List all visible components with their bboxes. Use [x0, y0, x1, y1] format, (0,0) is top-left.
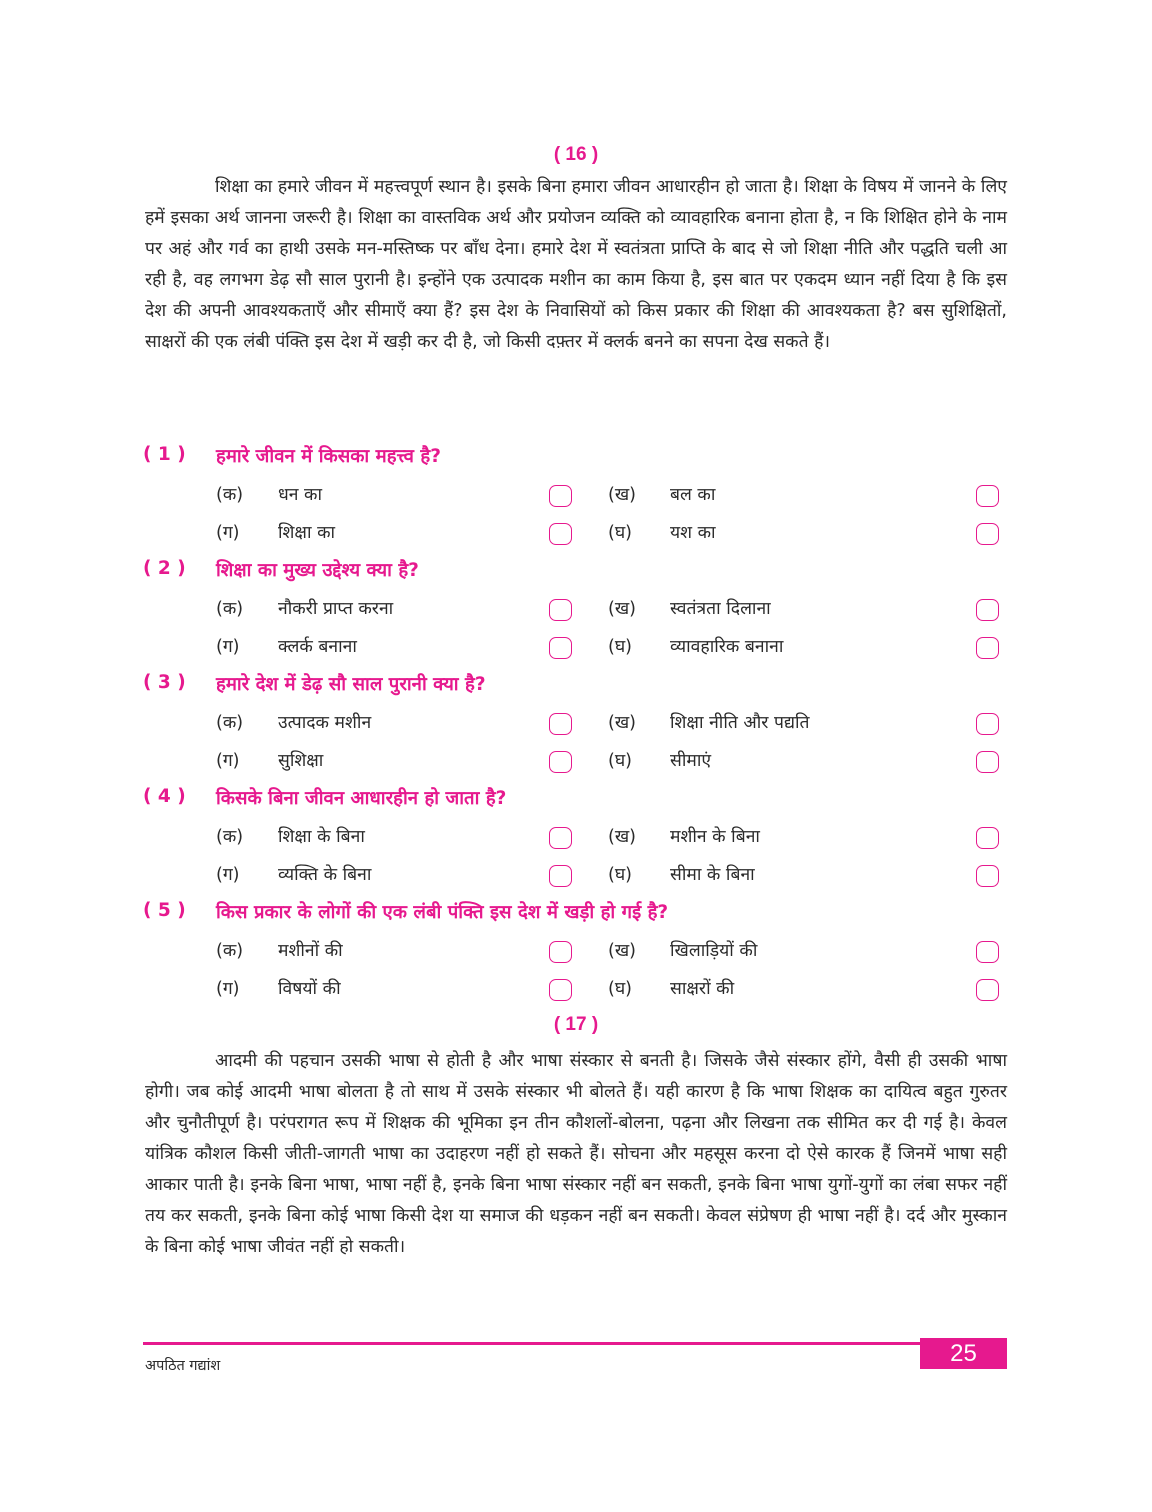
answer-checkbox[interactable]: [976, 865, 999, 887]
question-number: ( 5 ): [143, 900, 186, 921]
answer-checkbox[interactable]: [976, 941, 999, 963]
question-number: ( 4 ): [143, 786, 186, 807]
question-text: हमारे देश में डेढ़ सौ साल पुरानी क्या है?: [216, 674, 486, 695]
option-text: मशीनों की: [278, 941, 343, 961]
answer-checkbox[interactable]: [976, 485, 999, 507]
option-letter: (क): [216, 941, 244, 961]
option-text: शिक्षा का: [278, 523, 336, 543]
answer-checkbox[interactable]: [976, 713, 999, 735]
option-letter: (क): [216, 713, 244, 733]
option-letter: (क): [216, 485, 244, 505]
passage-16: शिक्षा का हमारे जीवन में महत्त्वपूर्ण स्थान है। इसके बिना हमारा जीवन आधारहीन हो जाता है। शिक्षा के विषय में जानने के लिए हमें इसका अर्थ जानना जरूरी है। शिक्षा का वास्तविक अर्थ और प्रयोजन व्यक्ति को व्यावहारिक बनाना होता है, न कि शिक्षित होने के नाम पर अहं और गर्व का हाथी उसके मन-मस्तिष्क पर बाँध देना। हमारे देश में स्वतंत्रता प्राप्ति के बाद से जो शिक्षा नीति और पद्धति चली आ रही है, वह लगभग डेढ़ सौ साल पुरानी है। इन्होंने एक उत्पादक मशीन का काम किया है, इस बात पर एकदम ध्यान नहीं दिया है कि इस देश की अपनी आवश्यकताएँ और सीमाएँ क्या हैं? इस देश के निवासियों को किस प्रकार की शिक्षा की आवश्यकता है? बस सुशिक्षितों, साक्षरों की एक लंबी पंक्ति इस देश में खड़ी कर दी है, जो किसी दफ़्तर में क्लर्क बनने का सपना देख सकते हैं।: [145, 177, 1007, 352]
option-letter: (ख): [608, 485, 636, 505]
page-number: 25: [920, 1338, 1007, 1369]
option-letter: (क): [216, 599, 244, 619]
option-text: शिक्षा नीति और पद्यति: [670, 713, 810, 733]
answer-checkbox[interactable]: [549, 713, 572, 735]
option-text: स्वतंत्रता दिलाना: [670, 599, 771, 619]
option-letter: (क): [216, 827, 244, 847]
option-letter: (ग): [216, 865, 240, 885]
option-text: यश का: [670, 523, 716, 543]
option-letter: (ग): [216, 751, 240, 771]
answer-checkbox[interactable]: [549, 979, 572, 1001]
option-text: शिक्षा के बिना: [278, 827, 365, 847]
option-text: मशीन के बिना: [670, 827, 760, 847]
answer-checkbox[interactable]: [976, 751, 999, 773]
option-text: खिलाड़ियों की: [670, 941, 758, 961]
option-text: धन का: [278, 485, 323, 505]
answer-checkbox[interactable]: [549, 751, 572, 773]
passage-17: आदमी की पहचान उसकी भाषा से होती है और भाषा संस्कार से बनती है। जिसके जैसे संस्कार होंगे, वैसी ही उसकी भाषा होगी। जब कोई आदमी भाषा बोलता है तो साथ में उसके संस्कार भी बोलते हैं। यही कारण है कि भाषा शिक्षक का दायित्व बहुत गुरुतर और चुनौतीपूर्ण है। परंपरागत रूप में शिक्षक की भूमिका इन तीन कौशलों-बोलना, पढ़ना और लिखना तक सीमित कर दी गई है। केवल यांत्रिक कौशल किसी जीती-जागती भाषा का उदाहरण नहीं हो सकते हैं। सोचना और महसूस करना दो ऐसे कारक हैं जिनमें भाषा सही आकार पाती है। इनके बिना भाषा, भाषा नहीं है, इनके बिना भाषा संस्कार नहीं बन सकती, इनके बिना भाषा युगों-युगों का लंबा सफर नहीं तय कर सकती, इनके बिना कोई भाषा किसी देश या समाज की धड़कन नहीं बन सकती। केवल संप्रेषण ही भाषा नहीं है। दर्द और मुस्कान के बिना कोई भाषा जीवंत नहीं हो सकती।: [145, 1051, 1007, 1257]
option-text: क्लर्क बनाना: [278, 637, 357, 657]
option-text: सीमा के बिना: [670, 865, 755, 885]
option-text: सीमाएं: [670, 751, 712, 771]
option-text: उत्पादक मशीन: [278, 713, 372, 733]
question-text: किस प्रकार के लोगों की एक लंबी पंक्ति इस देश में खड़ी हो गई है?: [216, 902, 669, 923]
answer-checkbox[interactable]: [976, 979, 999, 1001]
footer-title: अपठित गद्यांश: [145, 1358, 221, 1374]
answer-checkbox[interactable]: [976, 637, 999, 659]
option-letter: (ख): [608, 713, 636, 733]
option-text: साक्षरों की: [670, 979, 735, 999]
footer-divider: [143, 1342, 1007, 1345]
option-letter: (ख): [608, 599, 636, 619]
answer-checkbox[interactable]: [549, 599, 572, 621]
question-text: किसके बिना जीवन आधारहीन हो जाता है?: [216, 788, 507, 809]
question-number: ( 2 ): [143, 558, 186, 579]
answer-checkbox[interactable]: [549, 941, 572, 963]
answer-checkbox[interactable]: [976, 599, 999, 621]
question-text: हमारे जीवन में किसका महत्त्व है?: [216, 446, 441, 467]
question-text: शिक्षा का मुख्य उद्देश्य क्या है?: [216, 560, 419, 581]
option-text: नौकरी प्राप्त करना: [278, 599, 394, 619]
answer-checkbox[interactable]: [976, 827, 999, 849]
option-letter: (घ): [608, 523, 632, 543]
section-number: ( 17 ): [553, 1014, 599, 1035]
option-text: विषयों की: [278, 979, 341, 999]
question-number: ( 1 ): [143, 444, 186, 465]
option-text: बल का: [670, 485, 716, 505]
option-text: सुशिक्षा: [278, 751, 324, 771]
answer-checkbox[interactable]: [549, 523, 572, 545]
option-letter: (ग): [216, 523, 240, 543]
answer-checkbox[interactable]: [549, 827, 572, 849]
option-letter: (घ): [608, 751, 632, 771]
option-letter: (ग): [216, 979, 240, 999]
option-letter: (घ): [608, 865, 632, 885]
answer-checkbox[interactable]: [549, 637, 572, 659]
answer-checkbox[interactable]: [549, 485, 572, 507]
question-number: ( 3 ): [143, 672, 186, 693]
answer-checkbox[interactable]: [549, 865, 572, 887]
option-text: व्यक्ति के बिना: [278, 865, 372, 885]
option-text: व्यावहारिक बनाना: [670, 637, 784, 657]
option-letter: (ख): [608, 827, 636, 847]
option-letter: (ख): [608, 941, 636, 961]
option-letter: (घ): [608, 979, 632, 999]
option-letter: (ग): [216, 637, 240, 657]
answer-checkbox[interactable]: [976, 523, 999, 545]
section-number: ( 16 ): [553, 144, 599, 165]
option-letter: (घ): [608, 637, 632, 657]
